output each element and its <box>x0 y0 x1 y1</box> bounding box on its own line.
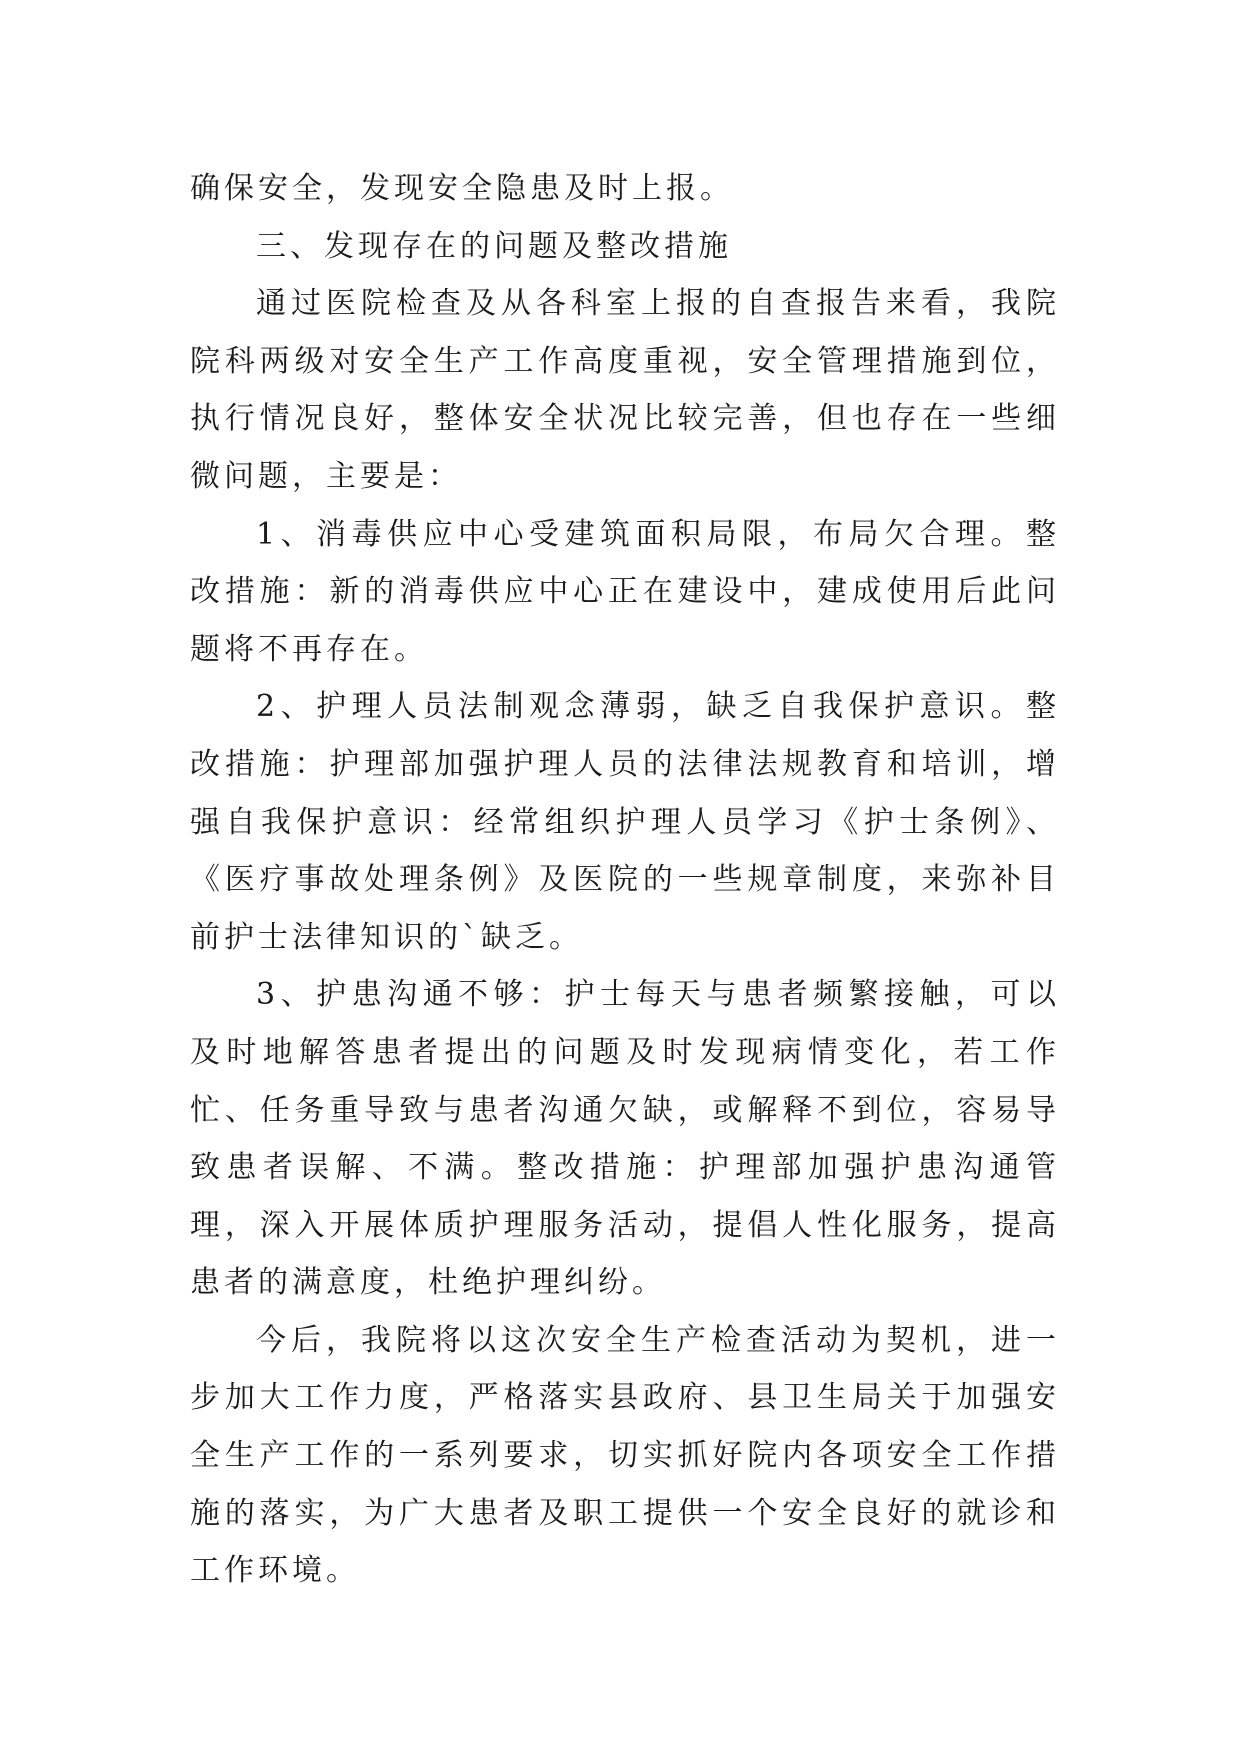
section-heading: 三、发现存在的问题及整改措施 <box>256 228 732 264</box>
paragraph-conclusion: 今后，我院将以这次安全生产检查活动为契机，进一步加大工作力度，严格落实县政府、县卫生局关于加强安全生产工作的一系列要求，切实抓好院内各项安全工作措施的落实，为广大患者及职工提供一个安全良好的就诊和工作环境。 <box>190 1322 1060 1589</box>
paragraph-issue-2: 2、护理人员法制观念薄弱，缺乏自我保护意识。整改措施：护理部加强护理人员的法律法规教育和培训，增强自我保护意识：经常组织护理人员学习《护士条例》、《医疗事故处理条例》及医院的一些规章制度，来弥补目前护士法律知识的`缺乏。 <box>190 689 1060 955</box>
paragraph-issue-3: 3、护患沟通不够：护士每天与患者频繁接触，可以及时地解答患者提出的问题及时发现病情变化，若工作忙、任务重导致与患者沟通欠缺，或解释不到位，容易导致患者误解、不满。整改措施：护理部加强护患沟通管理，深入开展体质护理服务活动，提倡人性化服务，提高患者的满意度，杜绝护理纠纷。 <box>190 977 1060 1301</box>
paragraph-continuation: 确保安全，发现安全隐患及时上报。 <box>190 171 734 206</box>
paragraph-summary: 通过医院检查及从各科室上报的自查报告来看，我院院科两级对安全生产工作高度重视，安全管理措施到位，执行情况良好，整体安全状况比较完善，但也存在一些细微问题，主要是： <box>190 286 1060 494</box>
document-body <box>190 160 1060 1600</box>
paragraph-issue-1: 1、消毒供应中心受建筑面积局限，布局欠合理。整改措施：新的消毒供应中心正在建设中，建成使用后此问题将不再存在。 <box>190 516 1060 667</box>
